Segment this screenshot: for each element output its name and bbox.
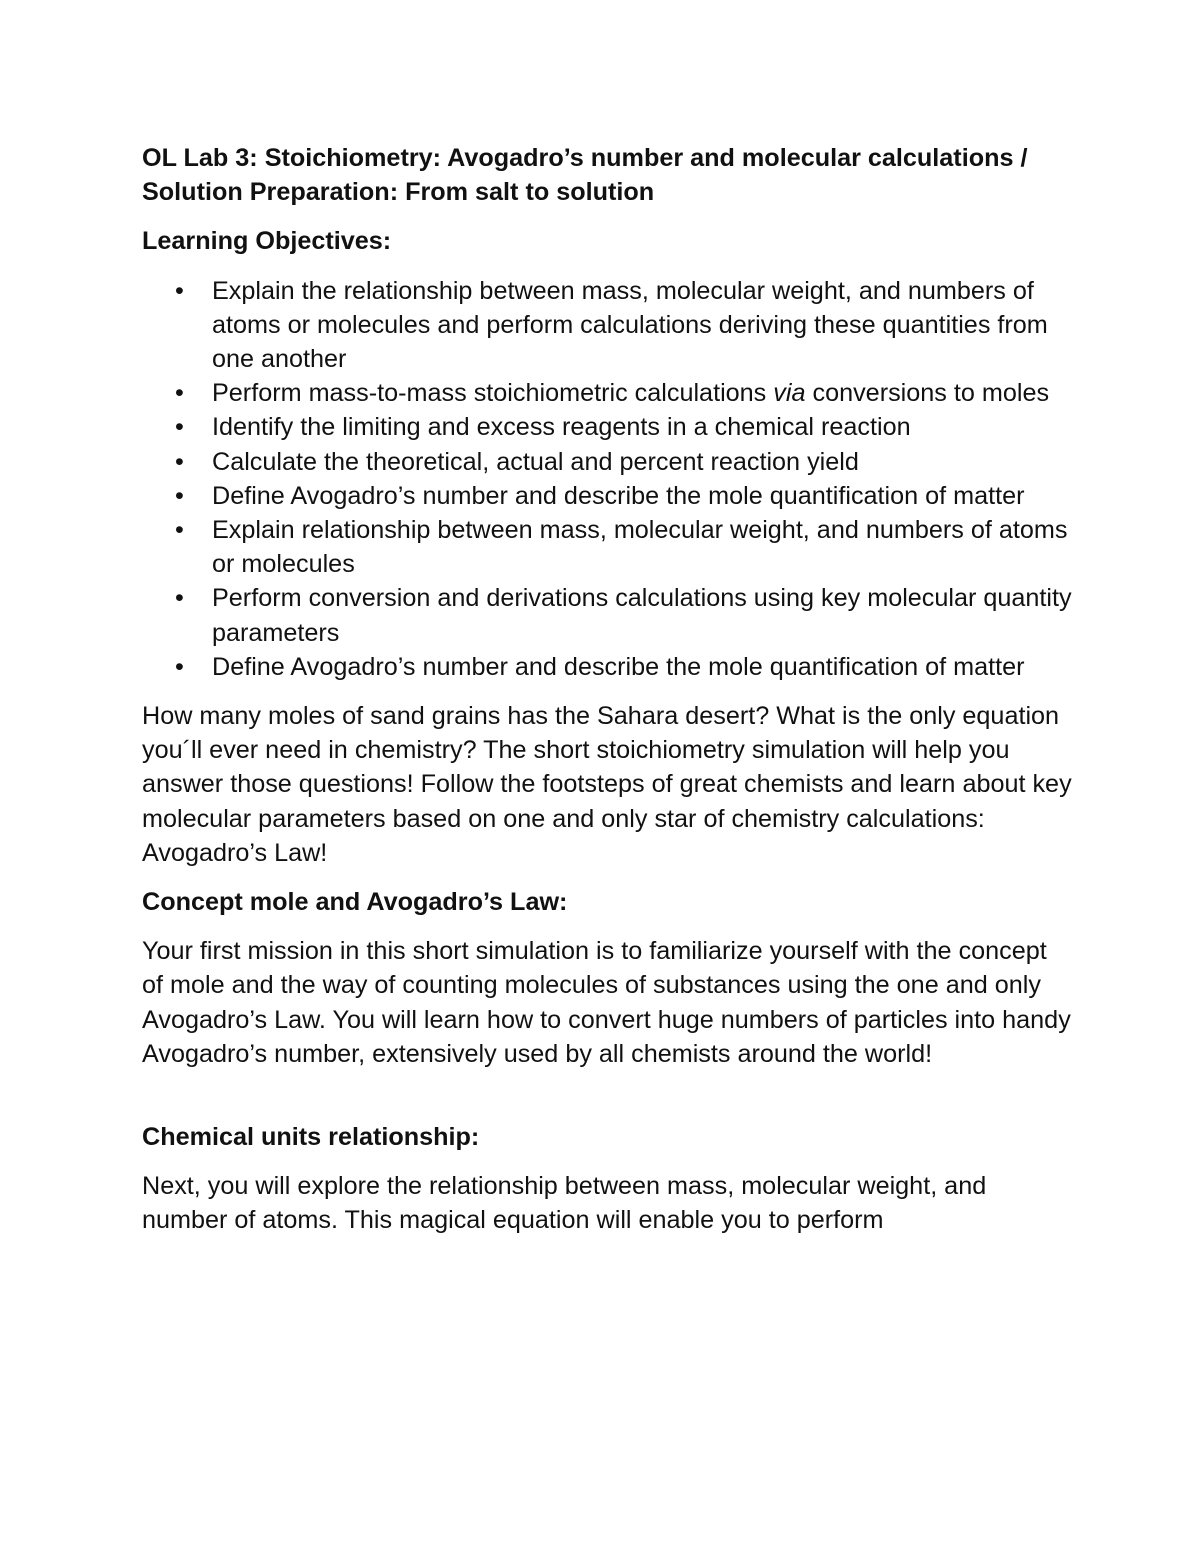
document-title: OL Lab 3: Stoichiometry: Avogadro’s number and molecular calculations / Solution Preparation: From salt to solution <box>142 144 1028 207</box>
objective-text: Explain relationship between mass, molecular weight, and numbers of atoms or molecules <box>212 516 1068 579</box>
objective-text: Define Avogadro’s number and describe the mole quantification of matter <box>212 652 1025 681</box>
bullet-icon: • <box>175 652 184 681</box>
objectives-list <box>142 274 1072 684</box>
list-item <box>142 410 1072 444</box>
bullet-icon: • <box>175 413 184 442</box>
list-item <box>142 479 1072 513</box>
blank-line <box>142 1086 1072 1120</box>
objective-text: Perform conversion and derivations calculations using key molecular quantity parameters <box>212 584 1072 647</box>
bullet-icon: • <box>175 379 184 408</box>
bullet-icon: • <box>175 276 184 305</box>
objective-text: Explain the relationship between mass, molecular weight, and numbers of atoms or molecules and perform calculations deriving these quantities from one another <box>212 276 1048 374</box>
objective-text: Identify the limiting and excess reagents in a chemical reaction <box>212 413 911 442</box>
learning-objectives-heading: Learning Objectives: <box>142 227 392 256</box>
list-item <box>142 445 1072 479</box>
section-heading-concept-mole: Concept mole and Avogadro’s Law: <box>142 888 568 917</box>
list-item <box>142 650 1072 684</box>
objective-text: conversions to moles <box>805 379 1050 408</box>
objective-text: Define Avogadro’s number and describe the mole quantification of matter <box>212 481 1025 510</box>
bullet-icon: • <box>175 516 184 545</box>
section-heading-chemical-units: Chemical units relationship: <box>142 1123 480 1152</box>
objective-text: Perform mass-to-mass stoichiometric calculations <box>212 379 774 408</box>
document-page <box>142 141 1072 1253</box>
bullet-icon: • <box>175 481 184 510</box>
bullet-icon: • <box>175 447 184 476</box>
intro-paragraph: How many moles of sand grains has the Sahara desert? What is the only equation you´ll ever need in chemistry? The short stoichiometry simulation will help you answer those questions! Follow the footsteps of great chemists and learn about key molecular parameters based on one and only star of chemistry calculations: Avogadro’s Law! <box>142 702 1072 867</box>
list-item <box>142 581 1072 649</box>
section-paragraph-chemical-units: Next, you will explore the relationship between mass, molecular weight, and number of atoms. This magical equation will enable you to perform <box>142 1172 987 1235</box>
section-paragraph-concept-mole: Your first mission in this short simulation is to familiarize yourself with the concept of mole and the way of counting molecules of substances using the one and only Avogadro’s Law. You will learn how to convert huge numbers of particles into handy Avogadro’s number, extensively used by all chemists around the world! <box>142 937 1071 1068</box>
bullet-icon: • <box>175 584 184 613</box>
list-item <box>142 513 1072 581</box>
objective-text: Calculate the theoretical, actual and percent reaction yield <box>212 447 859 476</box>
objective-italic-text: via <box>773 379 806 408</box>
list-item <box>142 376 1072 410</box>
list-item <box>142 274 1072 377</box>
